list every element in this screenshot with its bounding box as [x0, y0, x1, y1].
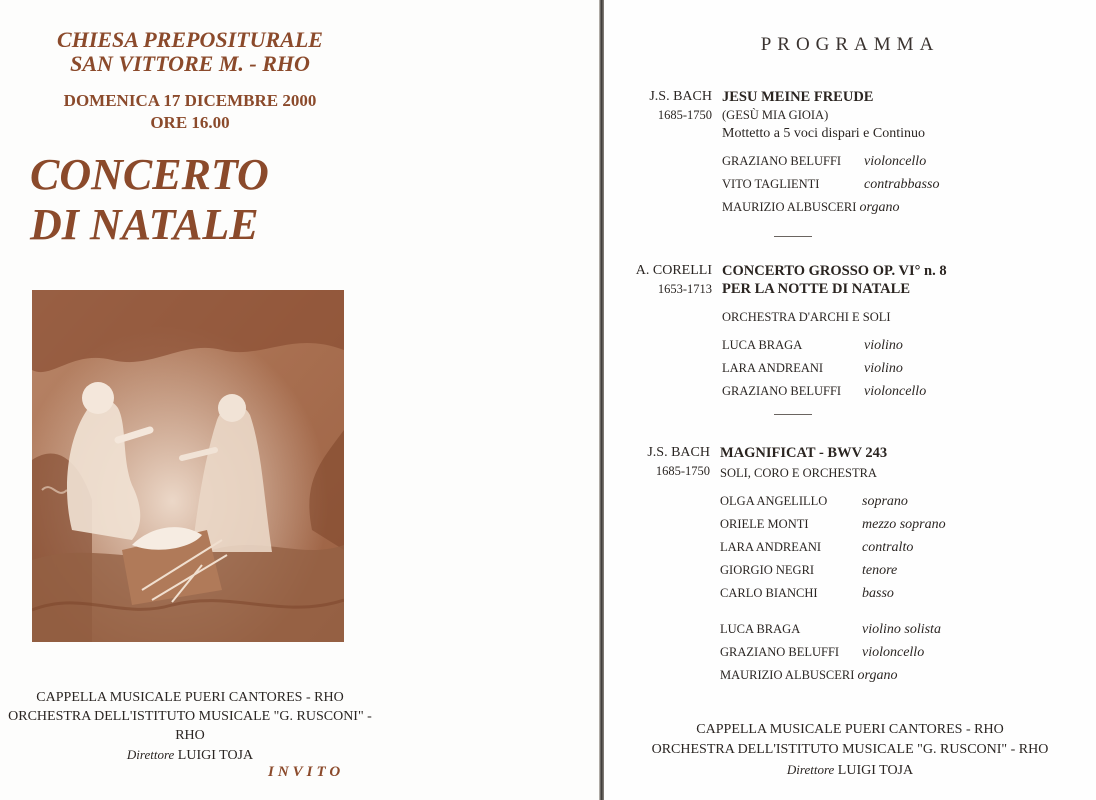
- performer-role: violino solista: [862, 622, 941, 637]
- performer-role: violoncello: [864, 384, 927, 399]
- composer: A. CORELLI: [635, 263, 712, 278]
- performer-row: [720, 582, 946, 605]
- performer-role: violoncello: [862, 645, 925, 660]
- performer-role: mezzo soprano: [862, 517, 946, 532]
- performer-role: organo: [857, 668, 898, 683]
- performer-name: LUCA BRAGA: [720, 622, 801, 636]
- composer-years: 1685-1750: [657, 108, 712, 122]
- piece-title: PER LA NOTTE DI NATALE: [722, 281, 910, 297]
- performer-name: MAURIZIO ALBUSCERI: [720, 668, 855, 682]
- concert-title-line-1: CONCERTO: [30, 150, 269, 199]
- church-name: [0, 28, 380, 76]
- composer-years: 1653-1713: [657, 282, 712, 296]
- performer-role: violino: [864, 361, 903, 376]
- performer-role: violoncello: [864, 154, 927, 169]
- piece-subtitle: ORCHESTRA D'ARCHI E SOLI: [722, 310, 891, 324]
- performer-row: [720, 618, 941, 641]
- performer-row: [720, 490, 946, 513]
- performer-role: basso: [862, 586, 894, 601]
- performer-row: [720, 513, 946, 536]
- performer-name: CARLO BIANCHI: [720, 586, 818, 600]
- concert-title-line-2: DI NATALE: [30, 200, 259, 249]
- organizers-block: [0, 688, 380, 765]
- performer-role: soprano: [862, 494, 908, 509]
- performer-role: tenore: [862, 563, 898, 578]
- church-line-1: CHIESA PREPOSITURALE: [57, 27, 323, 52]
- performer-list-2: [720, 618, 941, 687]
- performer-row: [722, 334, 926, 357]
- performer-name: MAURIZIO ALBUSCERI: [722, 200, 857, 214]
- performer-list: [722, 334, 926, 403]
- piece-subtitle: SOLI, CORO E ORCHESTRA: [720, 466, 877, 480]
- performer-row: [722, 357, 926, 380]
- organizer-line-1: CAPPELLA MUSICALE PUERI CANTORES - RHO: [696, 722, 1004, 737]
- director-name: LUIGI TOJA: [837, 763, 914, 778]
- piece-title: JESU MEINE FREUDE: [722, 89, 874, 105]
- composer-years: 1685-1750: [655, 464, 710, 478]
- invito-label: INVITO: [268, 764, 345, 780]
- performer-name: OLGA ANGELILLO: [720, 494, 828, 508]
- performer-name: VITO TAGLIENTI: [722, 177, 820, 191]
- organizer-line-2: ORCHESTRA DELL'ISTITUTO MUSICALE "G. RUSCONI" - RHO: [8, 709, 372, 743]
- event-datetime: [0, 90, 380, 134]
- performer-name: GRAZIANO BELUFFI: [720, 645, 840, 659]
- performer-name: GRAZIANO BELUFFI: [722, 384, 842, 398]
- performer-name: GIORGIO NEGRI: [720, 563, 815, 577]
- organizer-line-2: ORCHESTRA DELL'ISTITUTO MUSICALE "G. RUSCONI" - RHO: [651, 742, 1049, 757]
- performer-row: [722, 150, 939, 173]
- composer: J.S. BACH: [649, 89, 712, 104]
- performer-row: [720, 641, 941, 664]
- performer-row: [720, 536, 946, 559]
- performer-row: [722, 173, 939, 196]
- performer-name: ORIELE MONTI: [720, 517, 809, 531]
- piece-title: CONCERTO GROSSO OP. VI° n. 8: [722, 263, 947, 279]
- event-time: ORE 16.00: [150, 113, 230, 132]
- performer-role: contralto: [862, 540, 914, 555]
- performer-row: [722, 196, 939, 219]
- program-page: [604, 0, 1096, 800]
- event-date: DOMENICA 17 DICEMBRE 2000: [63, 91, 317, 110]
- performer-row: [720, 559, 946, 582]
- performer-role: contrabbasso: [864, 177, 940, 192]
- performer-role: violino: [864, 338, 903, 353]
- nativity-scene-image: [32, 290, 344, 642]
- organizer-line-1: CAPPELLA MUSICALE PUERI CANTORES - RHO: [36, 690, 344, 705]
- director-name: LUIGI TOJA: [177, 748, 254, 763]
- performer-name: LUCA BRAGA: [722, 338, 803, 352]
- piece-title: MAGNIFICAT - BWV 243: [720, 445, 888, 461]
- separator: [774, 236, 812, 237]
- performer-name: LARA ANDREANI: [720, 540, 822, 554]
- concert-title: [30, 150, 330, 250]
- program-heading: PROGRAMMA: [760, 34, 940, 55]
- performer-row: [720, 664, 941, 687]
- piece-subtitle: (GESÙ MIA GIOIA): [722, 108, 829, 122]
- piece-subtitle: Mottetto a 5 voci dispari e Continuo: [722, 126, 925, 141]
- church-line-2: SAN VITTORE M. - RHO: [70, 51, 310, 76]
- program-organizers-block: [604, 720, 1096, 781]
- director-prefix: Direttore: [126, 747, 175, 762]
- performer-role: organo: [859, 200, 900, 215]
- performer-list: [720, 490, 946, 605]
- composer: J.S. BACH: [647, 445, 710, 460]
- separator: [774, 414, 812, 415]
- director-prefix: Direttore: [786, 762, 835, 777]
- performer-name: LARA ANDREANI: [722, 361, 824, 375]
- performer-row: [722, 380, 926, 403]
- performer-name: GRAZIANO BELUFFI: [722, 154, 842, 168]
- performer-list: [722, 150, 939, 219]
